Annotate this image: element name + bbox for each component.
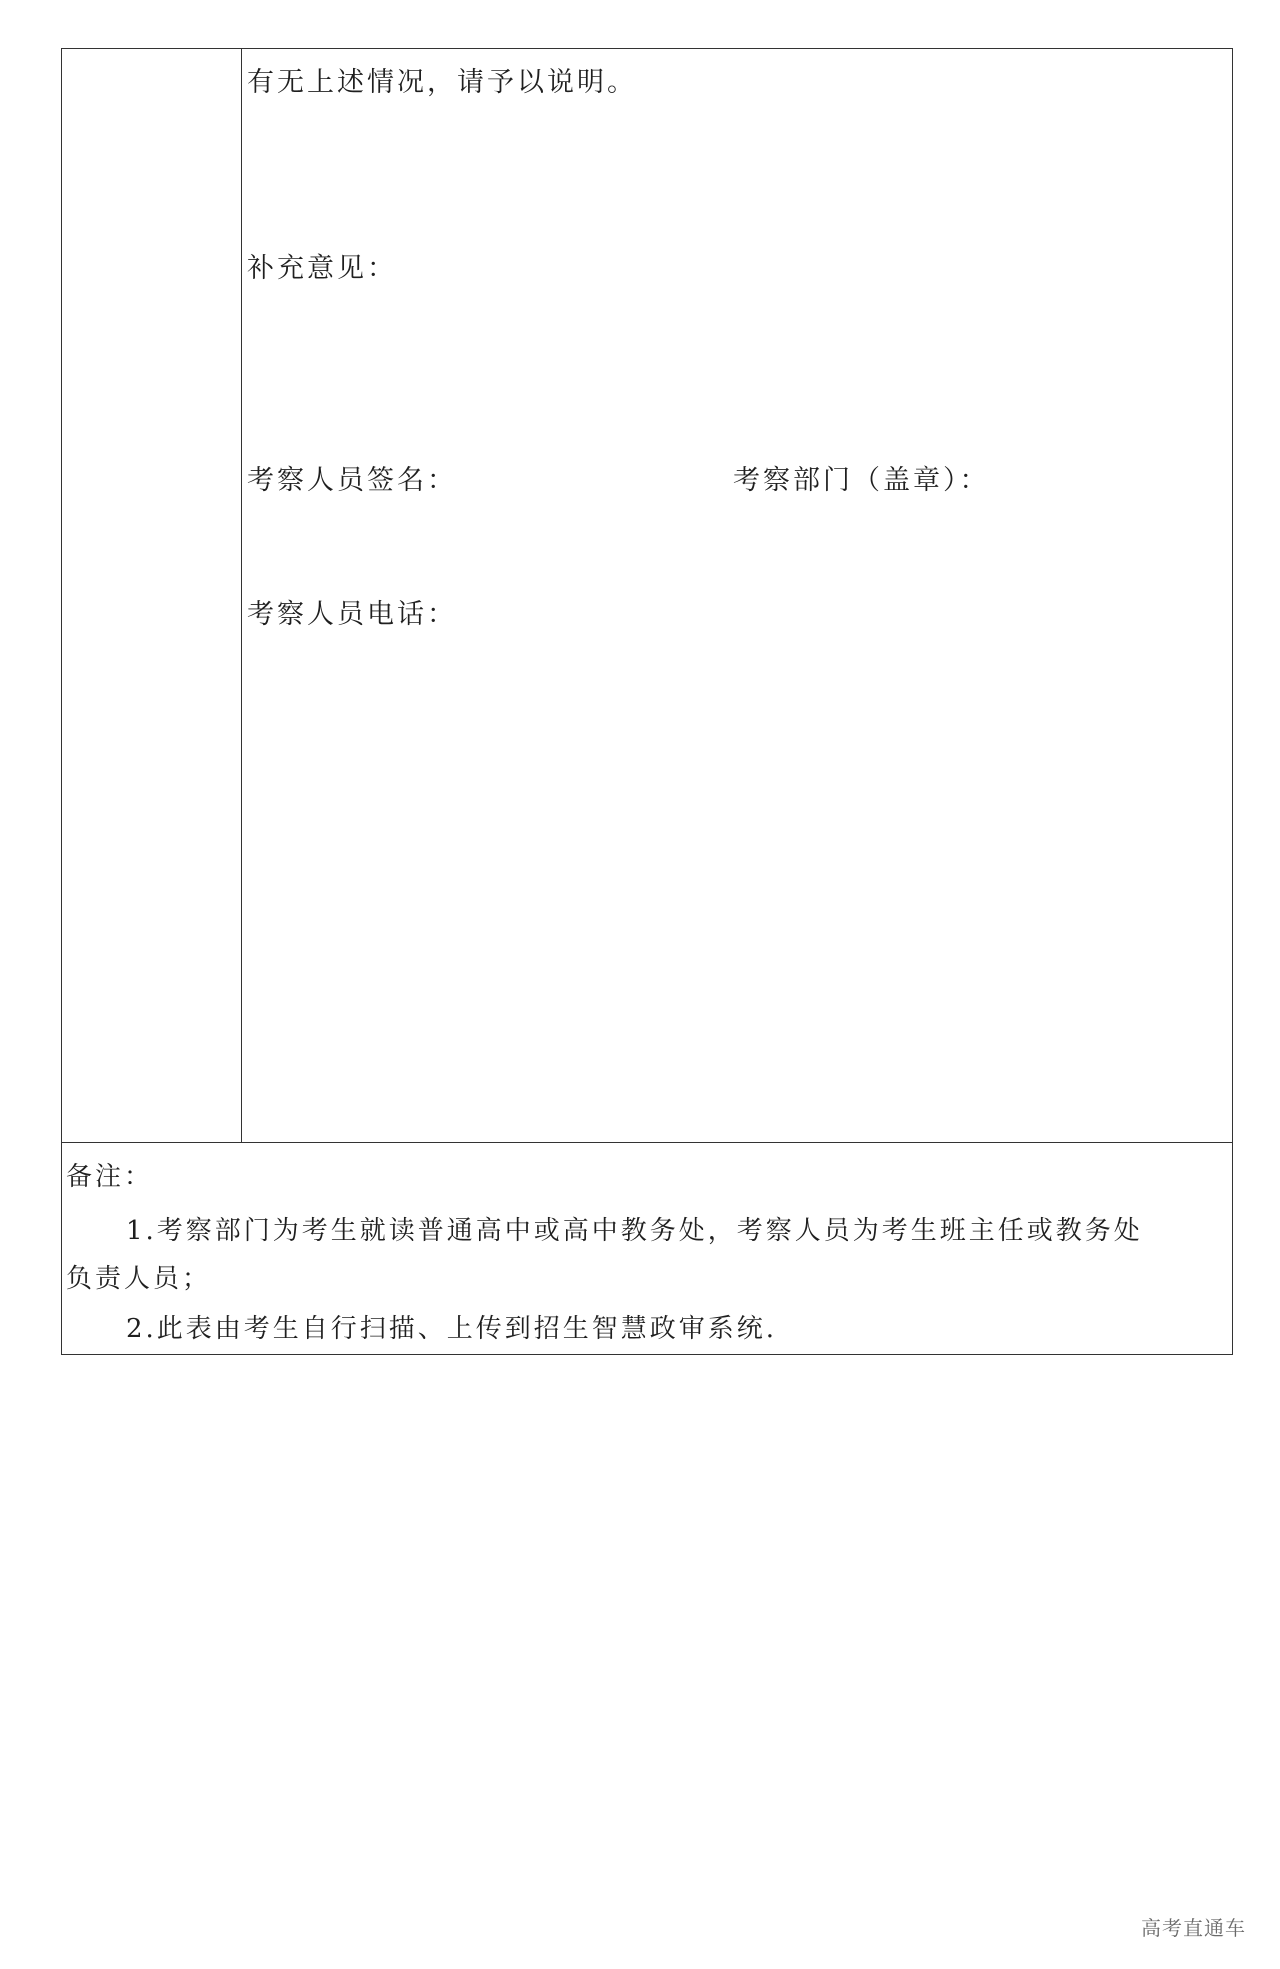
watermark: 高考直通车 xyxy=(1141,1916,1246,1940)
department-seal-label: 考察部门（盖章）： xyxy=(733,465,990,496)
supplement-label: 补充意见： xyxy=(247,253,397,284)
note-item-1-continued: 负责人员； xyxy=(66,1264,212,1294)
review-form-table xyxy=(61,48,1233,1355)
notes-section xyxy=(62,1142,1232,1356)
situation-prompt: 有无上述情况，请予以说明。 xyxy=(247,67,637,98)
note-item-2: 2.此表由考生自行扫描、上传到招生智慧政审系统. xyxy=(126,1314,778,1344)
inspector-signature-label: 考察人员签名： xyxy=(247,465,457,496)
inspector-phone-label: 考察人员电话： xyxy=(247,599,457,630)
note-item-1: 1.考察部门为考生就读普通高中或高中教务处，考察人员为考生班主任或教务处 xyxy=(126,1216,1143,1246)
notes-title: 备注： xyxy=(66,1162,154,1192)
form-label-column xyxy=(62,49,242,1142)
